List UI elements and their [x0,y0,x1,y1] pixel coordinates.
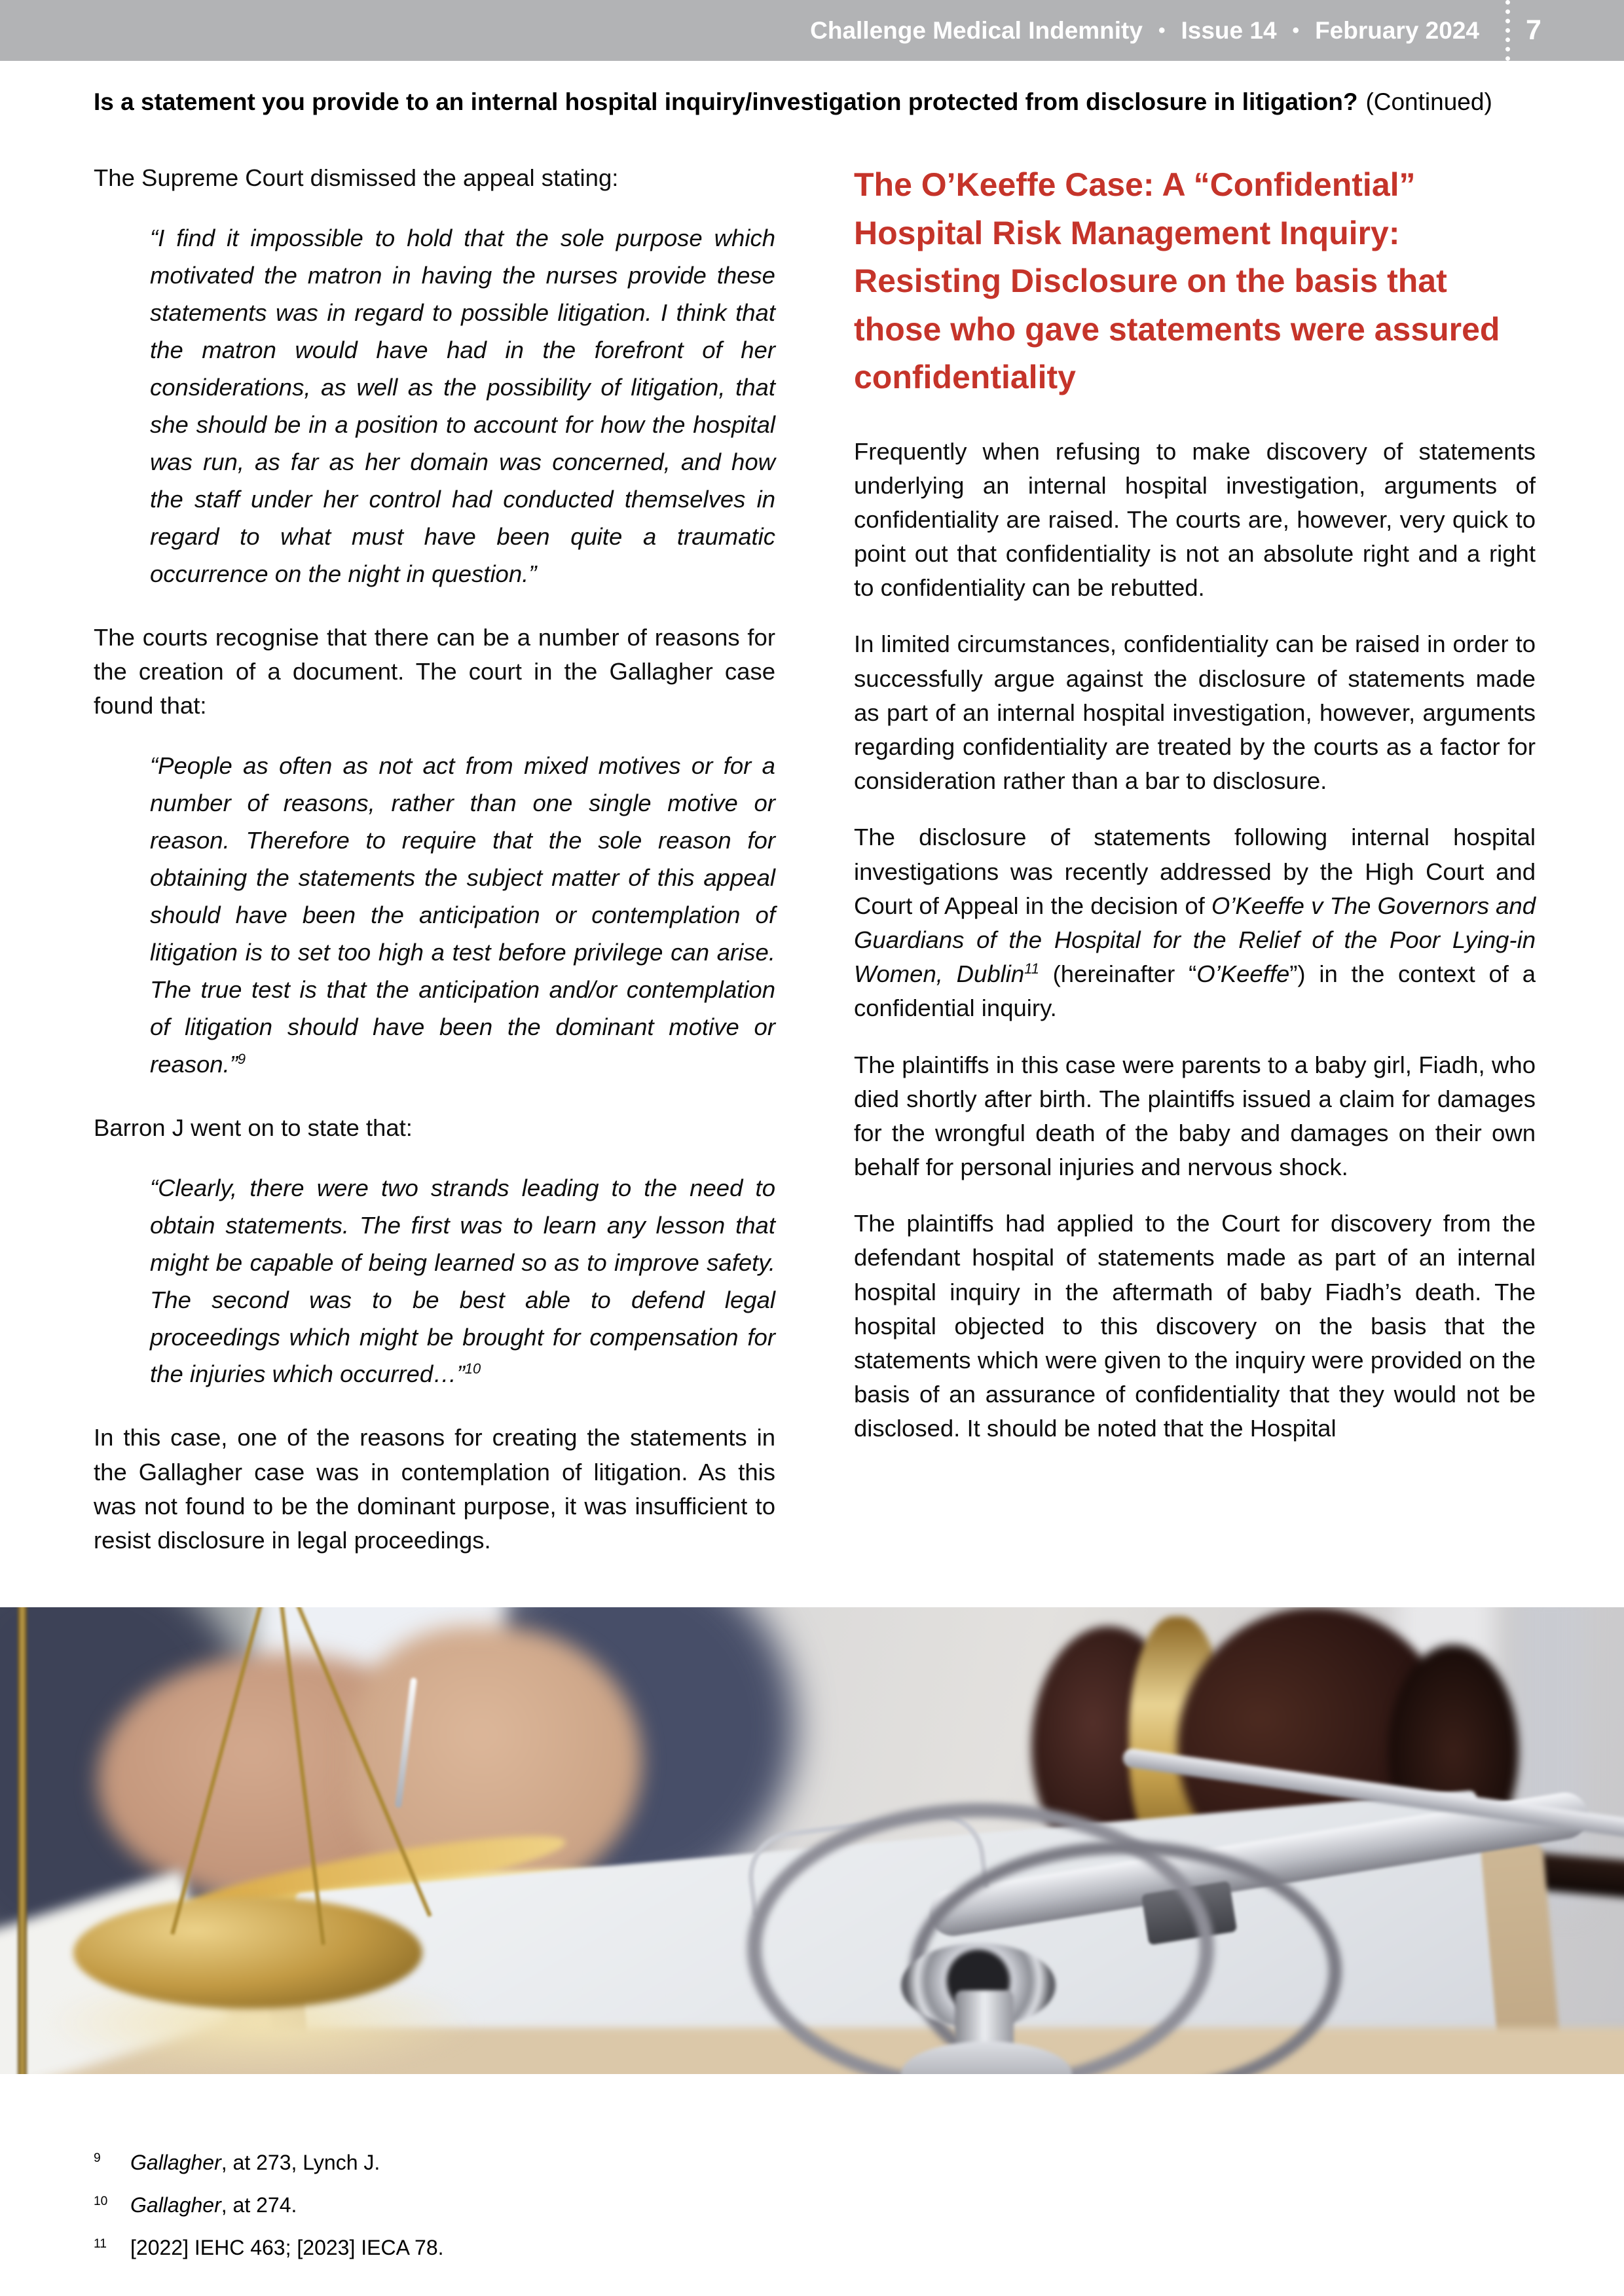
footnotes [94,2149,1534,2277]
article-body [94,161,1536,1580]
footnote-marker: 9 [237,1050,246,1067]
scales-pole-shape [18,1607,27,2074]
issue-date: February 2024 [1315,16,1479,44]
quote-text: “Clearly, there were two strands leading to the need to obtain statements. The first was to learn any lesson that might be capable of being learned so as to improve safety. The second was to be best able to defend legal proceedings which might be brought for compensation for the injuries which occurred…” [150,1174,775,1388]
scales-pan-shape [73,1897,422,2009]
paragraph: Frequently when refusing to make discovery of statements underlying an internal hospital investigation, arguments of confidentiality are raised. The courts are, however, very quick to point out that confidentiality is not an absolute right and a right to confidentiality can be rebutted. [854,437,1536,602]
footnote: $^{11}$ [2022] IEHC 463; [2023] IECA 78. [94,2236,444,2260]
footnote: $^{10}$ Gallagher, at 274. [94,2193,297,2217]
desk-photo [0,1607,1624,2074]
footnote-text: Gallagher, at 274. [130,2193,297,2217]
footnote: $^9$ Gallagher, at 273, Lynch J. [94,2151,380,2174]
issue-info [810,17,1479,45]
block-quote [150,748,775,1083]
section-heading: The O’Keeffe Case: A “Confidential” Hospital Risk Management Inquiry: Resisting Disclosure on the basis that those who gave statements were assured confidentiality [854,166,1500,395]
paragraph-with-citation: The disclosure of statements following internal hospital investigations was recently addressed by the High Court and Court of Appeal in the decision of O’Keeffe v The Governors and Guardians of the Hospital for the Relief of the Poor Lying-in Women, Dublin$^{11}$ (hereinafter “O’Keeffe”) in the context of a confidential inquiry. [854,824,1536,1022]
separator-dot: • [1158,19,1166,41]
block-quote: “I find it impossible to hold that the sole purpose which motivated the matron in having the nurses provide these statements was in regard to possible litigation. I think that the matron would have had in the forefront of her considerations, as well as the possibility of litigation, that she should be in a position to account for how the hospital was run, as far as her domain was concerned, and how the staff under her control had conducted themselves in regard to what must have been quite a traumatic occurrence on the night in question.” [150,225,775,587]
page-number: 7 [1526,14,1541,46]
article-title [94,86,1541,118]
paragraph: In limited circumstances, confidentiality can be raised in order to successfully argue against the disclosure of statements made as part of an internal hospital investigation, however, arguments regarding confidentiality are treated by the courts as a factor for consideration rather than a bar to disclosure. [854,630,1536,795]
paragraph: Barron J went on to state that: [94,1114,413,1141]
article-title-text: Is a statement you provide to an internal hospital inquiry/investigation protected from disclosure in litigation? [94,88,1358,115]
paragraph: The courts recognise that there can be a number of reasons for the creation of a document. The court in the Gallagher case found that: [94,623,775,719]
footnote-text: [2022] IEHC 463; [2023] IECA 78. [130,2236,444,2260]
paragraph: In this case, one of the reasons for creating the statements in the Gallagher case was in contemplation of litigation. As this was not found to be the dominant purpose, it was insufficient to resist disclosure in legal proceedings. [94,1424,775,1554]
block-quote [150,1170,775,1394]
left-column [94,161,775,1580]
dotted-divider [1505,0,1510,61]
separator-dot: • [1292,19,1300,41]
issue-number: Issue 14 [1181,16,1277,44]
paragraph: The plaintiffs in this case were parents to a baby girl, Fiadh, who died shortly after birth. The plaintiffs issued a claim for damages for the wrongful death of the baby and damages on their own behalf for personal injuries and nervous shock. [854,1051,1536,1181]
publication-name: Challenge Medical Indemnity [810,16,1143,44]
right-column [854,161,1536,1580]
paragraph: The plaintiffs had applied to the Court for discovery from the defendant hospital of statements made as part of an internal hospital inquiry in the aftermath of baby Fiadh’s death. The hospital objected to this discovery on the basis that the statements which were given to the inquiry were provided on the basis of an assurance of confidentiality that they would not be disclosed. It should be noted that the Hospital [854,1210,1536,1442]
article-title-continued: (Continued) [1365,88,1492,115]
footnote-marker: 10 [464,1360,481,1377]
page-header-bar [0,0,1624,61]
quote-text: “People as often as not act from mixed motives or for a number of reasons, rather than one single motive or reason. Therefore to require that the sole reason for obtaining the statements the subject matter of this appeal should have been the anticipation or contemplation of litigation is to set too high a test before privilege can arise. The true test is that the anticipation and/or contemplation of litigation should have been the dominant motive or reason.” [150,752,775,1078]
footnote-text: Gallagher, at 273, Lynch J. [130,2151,380,2174]
paragraph: The Supreme Court dismissed the appeal stating: [94,164,619,191]
